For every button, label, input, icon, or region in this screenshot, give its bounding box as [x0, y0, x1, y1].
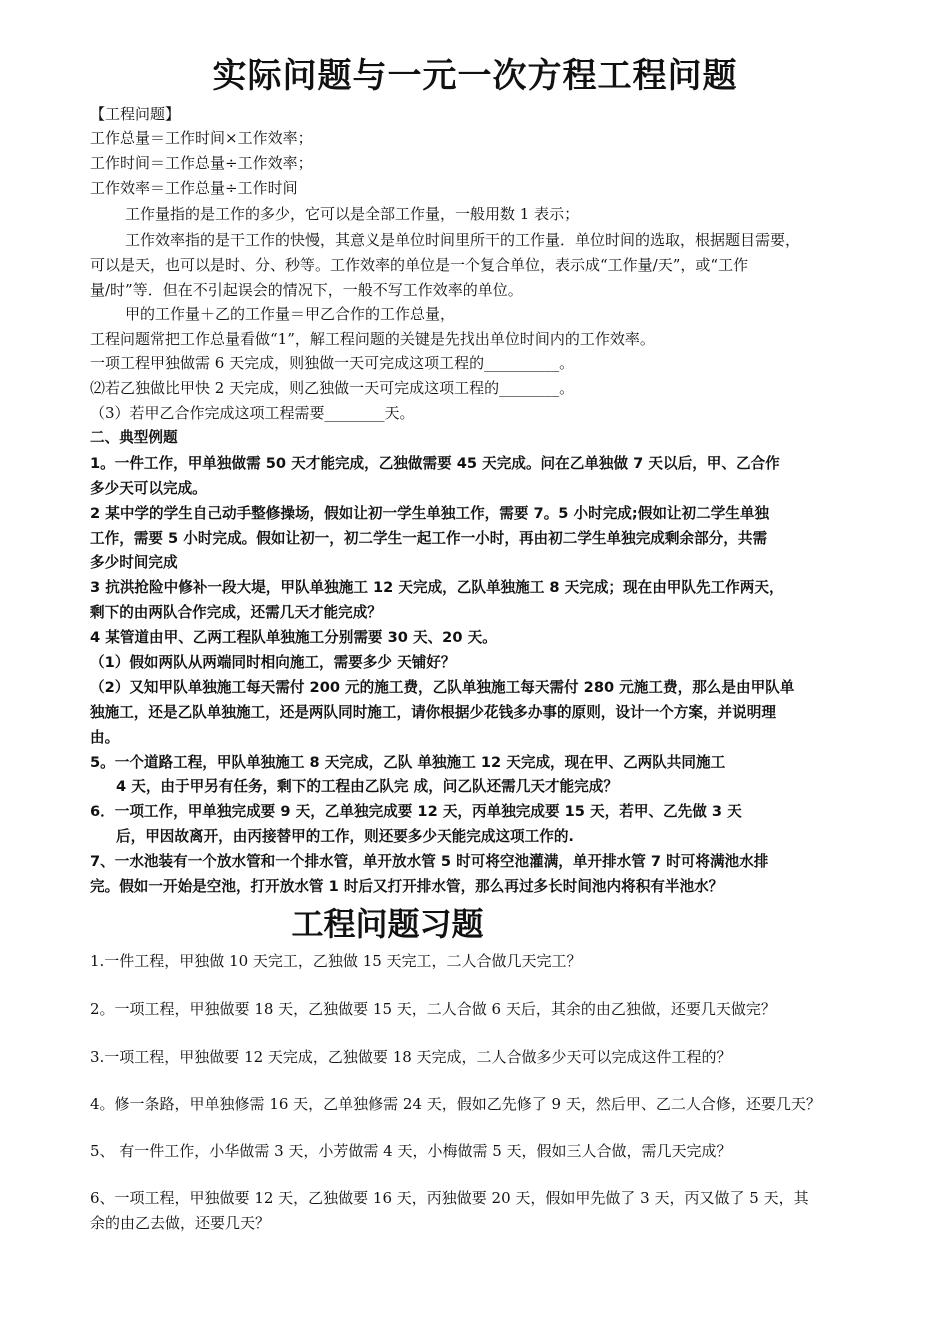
intro-paragraph-2-line-3: 量/时”等．但在不引起误会的情况下，一般不写工作效率的单位。	[90, 281, 523, 299]
example-4-line-3: （2）又知甲队单独施工每天需付 200 元的施工费，乙队单独施工每天需付 280 元施工费，那么是由甲队单	[90, 679, 795, 696]
intro-heading: 【工程问题】	[90, 105, 181, 123]
intro-paragraph-4: 工程问题常把工作总量看做“1”，解工程问题的关键是先找出单位时间内的工作效率。	[90, 330, 655, 348]
exercise-3: 3.一项工程，甲独做要 12 天完成，乙独做要 18 天完成，二人合做多少天可以完成这件工程的？	[90, 1048, 732, 1066]
example-4-line-4: 独施工，还是乙队单独施工，还是两队同时施工，请你根据少花钱多办事的原则，设计一个方案，并说明理	[90, 704, 776, 721]
exercises-heading: 工程问题习题	[291, 905, 484, 943]
formula-total: 工作总量＝工作时间×工作效率；	[90, 129, 313, 147]
exercise-2: 2。一项工程，甲独做要 18 天，乙独做要 15 天，二人合做 6 天后，其余的由乙独做，还要几天做完？	[90, 1000, 776, 1018]
page-title: 实际问题与一元一次方程工程问题	[212, 56, 738, 96]
example-6-line-1: 6．一项工作，甲单独完成要 9 天，乙单独完成要 12 天，丙单独完成要 15 天，若甲、乙先做 3 天	[90, 803, 742, 820]
example-6-line-2: 后，甲因故离开，由丙接替甲的工作，则还要多少天能完成这项工作的.	[116, 828, 574, 845]
intro-paragraph-1: 工作量指的是工作的多少，它可以是全部工作量，一般用数 1 表示；	[125, 205, 580, 223]
example-2-line-1: 2 某中学的学生自己动手整修操场，假如让初一学生单独工作，需要 7。5 小时完成;假如让初二学生单独	[90, 505, 770, 522]
example-4-line-5: 由。	[90, 729, 120, 746]
intro-paragraph-3: 甲的工作量＋乙的工作量＝甲乙合作的工作总量，	[125, 305, 456, 323]
example-1-line-1: 1。一件工作，甲单独做需 50 天才能完成，乙独做需要 45 天完成。问在乙单独做 7 天以后，甲、乙合作	[90, 455, 780, 472]
example-2-line-3: 多少时间完成	[90, 554, 178, 571]
exercise-5: 5、 有一件工作，小华做需 3 天，小芳做需 4 天，小梅做需 5 天，假如三人合做，需几天完成？	[90, 1142, 732, 1160]
section-heading-examples: 二、典型例题	[90, 429, 178, 446]
intro-paragraph-2-line-2: 可以是天，也可以是时、分、秒等。工作效率的单位是一个复合单位，表示成“工作量/天”，或“工作	[90, 256, 749, 274]
example-4-line-2: （1）假如两队从两端同时相向施工，需要多少 天铺好？	[90, 654, 456, 671]
exercise-6-line-1: 6、一项工程，甲独做要 12 天，乙独做要 16 天，丙独做要 20 天，假如甲先做了 3 天，丙又做了 5 天，其	[90, 1189, 809, 1207]
formula-efficiency: 工作效率＝工作总量÷工作时间	[90, 179, 298, 197]
example-1-line-2: 多少天可以完成。	[90, 480, 207, 497]
example-3-line-1: 3 抗洪抢险中修补一段大堤，甲队单独施工 12 天完成，乙队单独施工 8 天完成；现在由甲队先工作两天，	[90, 579, 784, 596]
exercise-6-line-2: 余的由乙去做，还要几天？	[90, 1214, 271, 1232]
example-7-line-1: 7、一水池装有一个放水管和一个排水管，单开放水管 5 时可将空池灌满，单开排水管 7 时可将满池水排	[90, 853, 769, 870]
example-5-line-2: 4 天，由于甲另有任务，剩下的工程由乙队完 成，问乙队还需几天才能完成？	[116, 778, 618, 795]
exercise-1: 1.一件工程，甲独做 10 天完工，乙独做 15 天完工，二人合做几天完工？	[90, 952, 582, 970]
example-2-line-2: 工作，需要 5 小时完成。假如让初一，初二学生一起工作一小时，再由初二学生单独完成剩余部分，共需	[90, 530, 768, 547]
exercise-4: 4。修一条路，甲单独修需 16 天，乙单独修需 24 天，假如乙先修了 9 天，然后甲、乙二人合修，还要几天？	[90, 1095, 821, 1113]
example-4-line-1: 4 某管道由甲、乙两工程队单独施工分别需要 30 天、20 天。	[90, 629, 497, 646]
example-7-line-2: 完。假如一开始是空池，打开放水管 1 时后又打开排水管，那么再过多长时间池内将积有半池水？	[90, 878, 724, 895]
formula-time: 工作时间＝工作总量÷工作效率；	[90, 154, 313, 172]
intro-question-3: （3）若甲乙合作完成这项工程需要________天。	[90, 404, 415, 422]
example-5-line-1: 5。一个道路工程，甲队单独施工 8 天完成，乙队 单独施工 12 天完成，现在甲、乙两队共同施工	[90, 754, 726, 771]
example-3-line-2: 剩下的由两队合作完成，还需几天才能完成？	[90, 604, 382, 621]
intro-question-1: 一项工程甲独做需 6 天完成，则独做一天可完成这项工程的__________。	[90, 354, 575, 372]
intro-question-2: ⑵若乙独做比甲快 2 天完成，则乙独做一天可完成这项工程的________。	[90, 379, 575, 397]
intro-paragraph-2-line-1: 工作效率指的是干工作的快慢，其意义是单位时间里所干的工作量．单位时间的选取，根据题目需要，	[125, 231, 801, 249]
